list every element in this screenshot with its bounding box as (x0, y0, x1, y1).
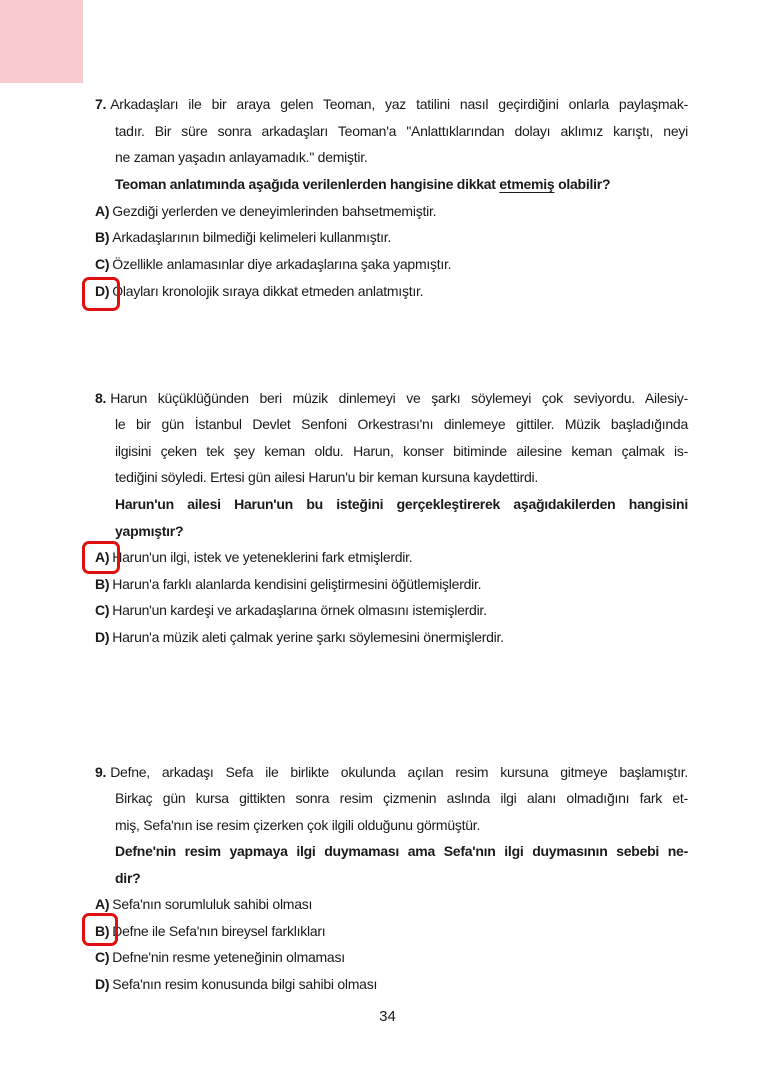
option-text: Defne ile Sefa'nın bireysel farklıkları (112, 923, 326, 939)
option-text: Sefa'nın resim konusunda bilgi sahibi olması (112, 976, 378, 992)
option-text: Olayları kronolojik sıraya dikkat etmeden anlatmıştır. (112, 283, 424, 299)
question-text-line: Birkaç gün kursa gittikten sonra resim çizmenin aslında ilgi alanı olmadığını fark et- (115, 790, 688, 806)
option-c[interactable] (95, 254, 451, 274)
stem-text: Teoman anlatımında aşağıda verilenlerden hangisine dikkat (115, 176, 500, 192)
option-text: Defne'nin resme yeteneğinin olmaması (112, 949, 345, 965)
text: Arkadaşları ile bir araya gelen Teoman, yaz tatilini nasıl geçirdiğini onlarla paylaşmak- (110, 96, 688, 112)
question-number: 8. (95, 390, 107, 406)
option-label: A) (95, 896, 110, 912)
option-label: C) (95, 949, 110, 965)
question-text-line (95, 388, 688, 408)
option-text: Harun'un ilgi, istek ve yeteneklerini fark etmişlerdir. (112, 549, 413, 565)
option-d[interactable] (95, 627, 504, 647)
corner-tab (0, 0, 83, 83)
question-text-line: tediğini söyledi. Ertesi gün ailesi Harun'u bir keman kursuna kaydettirdi. (115, 469, 539, 485)
option-text: Harun'un kardeşi ve arkadaşlarına örnek olmasını istemişlerdir. (112, 602, 487, 618)
question-number: 7. (95, 96, 107, 112)
stem-underlined: etmemiş (499, 176, 555, 192)
answer-mark (82, 541, 120, 574)
option-b[interactable] (95, 227, 391, 247)
option-label: B) (95, 229, 110, 245)
option-c[interactable] (95, 600, 487, 620)
option-text: Özellikle anlamasınlar diye arkadaşlarına şaka yapmıştır. (112, 256, 452, 272)
option-b[interactable] (95, 921, 325, 941)
option-label: D) (95, 976, 110, 992)
option-text: Gezdiği yerlerden ve deneyimlerinden bahsetmemiştir. (112, 203, 437, 219)
option-text: Arkadaşlarının bilmediği kelimeleri kullanmıştır. (112, 229, 392, 245)
option-label: A) (95, 549, 110, 565)
option-label: D) (95, 283, 110, 299)
option-label: B) (95, 576, 110, 592)
text: Defne, arkadaşı Sefa ile birlikte okulunda açılan resim kursuna gitmeye başlamıştır. (110, 764, 688, 780)
question-text-line: tadır. Bir süre sonra arkadaşları Teoman'a "Anlattıklarından dolayı aklımız karıştı, neyi (115, 123, 688, 139)
question-text-line: ilgisini çeken tek şey keman oldu. Harun, konser bitiminde ailesine keman çalmak is- (115, 443, 688, 459)
option-text: Sefa'nın sorumluluk sahibi olması (112, 896, 313, 912)
question-stem: Harun'un ailesi Harun'un bu isteğini gerçekleştirerek aşağıdakilerden hangisini (115, 496, 688, 512)
page-number: 34 (379, 1008, 396, 1025)
answer-mark (82, 277, 120, 311)
question-text-line (95, 762, 688, 782)
question-stem: Defne'nin resim yapmaya ilgi duymaması ama Sefa'nın ilgi duymasının sebebi ne- (115, 843, 688, 859)
option-a[interactable] (95, 894, 312, 914)
option-text: Harun'a müzik aleti çalmak yerine şarkı söylemesini önermişlerdir. (112, 629, 504, 645)
option-text: Harun'a farklı alanlarda kendisini geliştirmesini öğütlemişlerdir. (112, 576, 482, 592)
option-b[interactable] (95, 574, 481, 594)
question-stem: dir? (115, 870, 141, 886)
option-label: B) (95, 923, 110, 939)
question-stem: yapmıştır? (115, 523, 184, 539)
question-number: 9. (95, 764, 107, 780)
option-label: A) (95, 203, 110, 219)
option-label: D) (95, 629, 110, 645)
option-a[interactable] (95, 201, 436, 221)
text: Harun küçüklüğünden beri müzik dinlemeyi ve şarkı söylemeyi çok seviyordu. Ailesiy- (110, 390, 688, 406)
option-label: C) (95, 256, 110, 272)
question-text-line (95, 94, 688, 114)
question-text-line: miş, Sefa'nın ise resim çizerken çok ilgili olduğunu görmüştür. (115, 817, 481, 833)
option-label: C) (95, 602, 110, 618)
option-d[interactable] (95, 974, 377, 994)
option-c[interactable] (95, 947, 345, 967)
question-text-line: le bir gün İstanbul Devlet Senfoni Orkestrası'nı dinlemeye gittiler. Müzik başladığında (115, 416, 688, 432)
option-d[interactable] (95, 281, 423, 301)
option-a[interactable] (95, 547, 412, 567)
question-stem (115, 174, 688, 194)
stem-text: olabilir? (554, 176, 611, 192)
answer-mark (82, 913, 118, 946)
question-text-line: ne zaman yaşadın anlayamadık." demiştir. (115, 149, 368, 165)
